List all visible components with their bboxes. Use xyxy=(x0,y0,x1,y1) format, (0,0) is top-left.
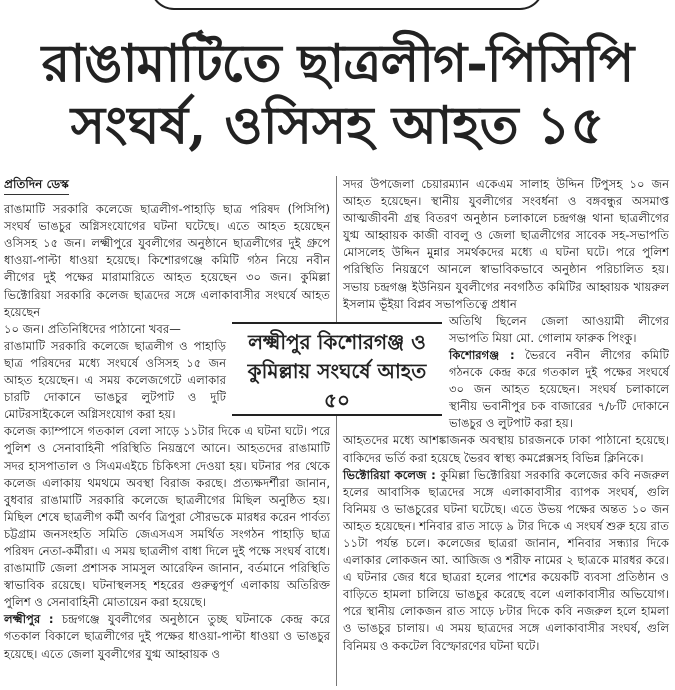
masthead-arc xyxy=(150,0,544,10)
left-paragraph-5 xyxy=(4,611,330,662)
right-paragraph-5-text: কুমিল্লা ভিক্টোরিয়া সরকারি কলেজের কবি নজরুল হলের আবাসিক ছাত্রদের সঙ্গে এলাকাবাসীর ব্যাপক সংঘর্ষ, গুলি বিনিময় ও ভাঙচুরের ঘটনা ঘটেছে। এতে উভয় পক্ষের অন্তত ১০ জন আহত হয়েছেন। শনিবার রাত সাড়ে ৯ টার দিকে এ সংঘর্ষ শুরু হয়ে রাত ১১টা পর্যন্ত চলে। কলেজের ছাত্ররা জানান, শনিবার সন্ধ্যার দিকে এলাকার লোকজন আ. আজিজ ও শরীফ নামের ২ ছাত্রকে মারধর করে। এ ঘটনার জের ধরে ছাত্ররা হলের পাশের কয়েকটি ব্যবসা প্রতিষ্ঠান ও বাড়িতে হামলা চালিয়ে ভাঙচুর করেছে বলে এলাকাবাসীর অভিযোগ। পরে স্থানীয় লোকজন রাত সাড়ে ৮টার দিকে কবি নজরুল হলে হামলা ও ভাঙচুর চালায়। এ সময় ছাত্রদের সঙ্গে এলাকাবাসীর সংঘর্ষ, গুলি বিনিময় ও ককটেল বিস্ফোরণের ঘটনা ঘটে। xyxy=(343,467,669,653)
dateline-kishoreganj: কিশোরগঞ্জ : xyxy=(449,347,515,362)
left-paragraph-1: রাঙামাটি সরকারি কলেজে ছাত্রলীগ-পাহাড়ি ছাত্র পরিষদ (পিসিপি) সংঘর্ষ ভাঙচুর অগ্নিসংযোগের ঘটনা ঘটেছে। এতে আহত হয়েছেন ওসিসহ ১৫ জন। লক্ষ্মীপুরে যুবলীগের অনুষ্ঠানে ছাত্রলীগের দুই গ্রুপে ধাওয়া-পাল্টা ধাওয়া হয়েছে। কিশোরগঞ্জে কমিটি গঠন নিয়ে নবীন লীগের দুই পক্ষের মারামারিতে আহত হয়েছেন ৩০ জন। কুমিল্লা ভিক্টোরিয়া সরকারি কলেজ ছাত্রদের সঙ্গে এলাকাবাসীর সংঘর্ষে আহত হয়েছেন xyxy=(4,202,330,319)
left-paragraph-3: রাঙামাটি সরকারি কলেজে ছাত্রলীগ ও পাহাড়ি ছাত্র পরিষদের মধ্যে সংঘর্ষে ওসিসহ ১৫ জন আহত হয়েছেন। এ সময় কলেজগেটে এলাকার চারটি দোকানে ভাঙচুর লুটপাট ও দুটি মোটরসাইকেলে অগ্নিসংযোগ করা হয়। xyxy=(4,338,226,422)
masthead-rule xyxy=(0,0,675,12)
headline-line-1: রাঙামাটিতে ছাত্রলীগ-পিসিপি xyxy=(41,33,634,94)
right-paragraph-2: অতিথি ছিলেন জেলা আওয়ামী লীগের সভাপতি মিয়া মো. গোলাম ফারুক পিংকু। xyxy=(449,313,669,345)
column-divider xyxy=(336,176,337,686)
right-paragraph-4: আহতদের মধ্যে আশঙ্কাজনক অবস্থায় চারজনকে ঢাকা পাঠানো হয়েছে। বাকিদের ভর্তি করা হয়েছে ভৈরব স্বাস্থ্য কমপ্লেক্সসহ বিভিন্ন ক্লিনিকে। xyxy=(343,433,669,465)
right-paragraph-3-text: ভৈরবে নবীন লীগের কমিটি গঠনকে কেন্দ্র করে গতকাল দুই পক্ষের সংঘর্ষে ৩০ জন আহত হয়েছেন। সংঘর্ষ চলাকালে স্থানীয় ভবানীপুর চক বাজারের ৭/৮টি দোকানে ভাঙচুর ও লুটপাট করা হয়। xyxy=(449,347,669,431)
right-paragraph-5 xyxy=(343,467,669,655)
dateline-victoria-college: ভিক্টোরিয়া কলেজ : xyxy=(343,467,436,482)
headline xyxy=(0,34,675,156)
right-paragraph-3 xyxy=(449,347,669,432)
left-paragraph-4: কলেজ ক্যাম্পাসে গতকাল বেলা সাড়ে ১১টার দিকে এ ঘটনা ঘটে। পরে পুলিশ ও সেনাবাহিনী পরিস্থিতি নিয়ন্ত্রণে আনে। আহতদের রাঙামাটি সদর হাসপাতাল ও সিএমএইচে চিকিৎসা দেওয়া হয়। ঘটনার পর থেকে কলেজ এলাকায় থমথমে অবস্থা বিরাজ করছে। প্রত্যক্ষদর্শীরা জানান, বুধবার রাঙামাটি সরকারি কলেজে ছাত্রলীগের মিছিল অনুষ্ঠিত হয়। মিছিল শেষে ছাত্রলীগ কর্মী অর্ণব ত্রিপুরা সৌরভকে মারধর করেন পার্বত্য চট্টগ্রাম জনসংহতি সমিতি জেএসএস সমর্থিত সংগঠন পাহাড়ি ছাত্র পরিষদ নেতা-কর্মীরা। এ সময় ছাত্রলীগ বাধা দিলে দুই পক্ষে সংঘর্ষ বাধে। রাঙামাটি জেলা প্রশাসক সামসুল আরেফিন জানান, বর্তমানে পরিস্থিতি স্বাভাবিক রয়েছে। ঘটনাস্থলসহ শহরের গুরুত্বপূর্ণ এলাকায় অতিরিক্ত পুলিশ ও সেনাবাহিনী মোতায়েন করা হয়েছে। xyxy=(4,424,330,610)
pull-quote: লক্ষ্মীপুর কিশোরগঞ্জ ও কুমিল্লায় সংঘর্ষে আহত ৫০ xyxy=(232,322,442,416)
left-column xyxy=(4,176,330,663)
byline: প্রতিদিন ডেস্ক xyxy=(4,176,69,195)
dateline-lakshmipur: লক্ষ্মীপুর : xyxy=(4,612,54,627)
right-paragraph-1: সদর উপজেলা চেয়ারম্যান একেএম সালাহ উদ্দিন টিপুসহ ১০ জন আহত হয়েছেন। স্থানীয় যুবলীগের সংবর্ধনা ও বঙ্গবন্ধুর অসমাপ্ত আত্মজীবনী গ্রন্থ বিতরণ অনুষ্ঠান চলাকালে চন্দ্রগঞ্জ থানা ছাত্রলীগের যুগ্ম আহ্বায়ক কাজী বাবলু ও জেলা ছাত্রলীগের সাবেক সহ-সভাপতি মোসলেহ উদ্দিন মুন্নার সমর্থকদের মধ্যে এ ঘটনা ঘটে। পরে পুলিশ পরিস্থিতি নিয়ন্ত্রণে আনলে স্বাভাবিকভাবে অনুষ্ঠান পরিচালিত হয়। সভায় চন্দ্রগঞ্জ ইউনিয়ন যুবলীগের নবগঠিত কমিটির আহ্বায়ক খায়রুল ইসলাম ভূঁইয়া বিপ্লব সভাপতিত্বে প্রধান xyxy=(343,177,669,311)
left-paragraph-5-text: চন্দ্রগঞ্জে যুবলীগের অনুষ্ঠানে তুচ্ছ ঘটনাকে কেন্দ্র করে গতকাল বিকালে ছাত্রলীগের দুই পক্ষের ধাওয়া-পাল্টা ধাওয়া ও ভাঙচুর হয়েছে। এতে জেলা যুবলীগের যুগ্ম আহ্বায়ক ও xyxy=(4,612,330,661)
headline-line-2: সংঘর্ষ, ওসিসহ আহত ১৫ xyxy=(70,95,605,156)
left-paragraph-2: ১০ জন। প্রতিনিধিদের পাঠানো খবর— xyxy=(4,321,181,336)
